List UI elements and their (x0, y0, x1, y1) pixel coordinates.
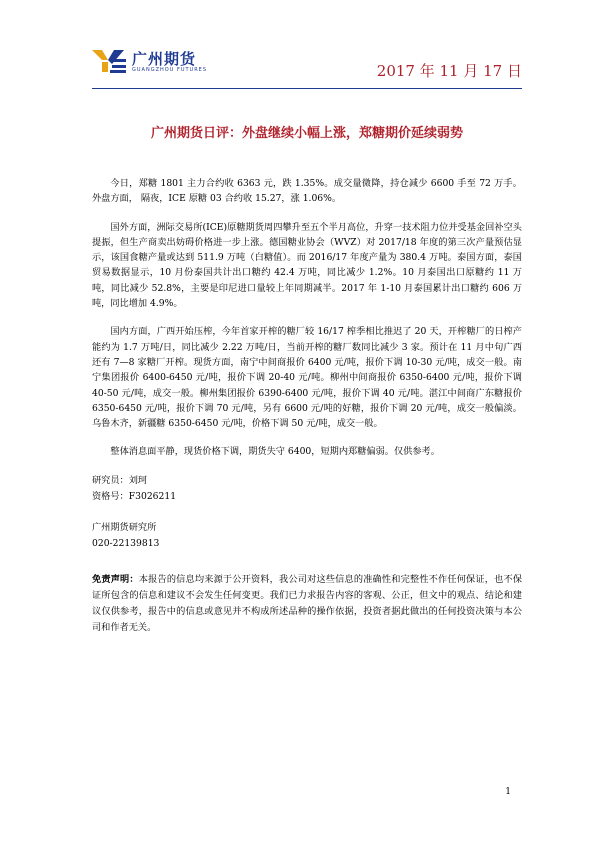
institute-name: 广州期货研究所 (92, 521, 157, 533)
disclaimer (92, 572, 522, 636)
paragraph-domestic: 国内方面，广西开始压榨，今年首家开榨的糖厂较 16/17 榨季相比推迟了 20 天，开榨糖厂的日榨产能约为 1.7 万吨/日，同比减少 2.22 万吨/日，当前开榨的糖厂数同比减少 3 家。预计在 11 月中旬广西还有 7—8 家糖厂开榨。现货方面，南宁中间商报价 6400 元/吨，报价下调 10-30 元/吨，成交一般。南宁集团报价 6400-6450 元/吨，报价下调 20-40 元/吨。柳州中间商报价 6350-6400 元/吨，报价下调 40-50 元/吨，成交一般。柳州集团报价 6390-6400 元/吨，报价下调 40 元/吨。湛江中间商广东糖报价 6350-6450 元/吨，报价下调 70 元/吨，另有 6600 元/吨的好糖，报价下调 20 元/吨，成交一般偏淡。乌鲁木齐，新疆糖 6350-6450 元/吨，价格下调 50 元/吨，成交一般。 (92, 326, 522, 430)
institute-phone: 020-22139813 (92, 537, 160, 549)
analyst-license: 资格号：F3026211 (92, 490, 177, 502)
report-date: 2017 年 11 月 17 日 (376, 62, 522, 80)
logo-mark-icon (92, 48, 128, 74)
page-header (92, 46, 522, 86)
report-body (92, 176, 522, 636)
paragraph-international: 国外方面，洲际交易所(ICE)原糖期货周四攀升至五个半月高位，升穿一技术阻力位并受基金回补空头提振，但生产商卖出妨碍价格进一步上涨。德国糖业协会（WVZ）对 2017/18 年度的第三次产量预估显示，该国食糖产量或达到 511.9 万吨（白糖值）。而 2016/17 年度产量为 380.4 万吨。泰国方面，泰国贸易数据显示，10 月份泰国共计出口糖约 42.4 万吨，同比减少 1.2%。10 月泰国出口原糖约 11 万吨，同比减少 52.8%，主要是印尼进口量较上年同期减半。2017 年 1-10 月泰国累计出口糖约 606 万吨，同比增加 4.9%。 (92, 221, 522, 310)
logo-chinese-name: 广州期货 (132, 50, 197, 68)
report-title: 广州期货日评：外盘继续小幅上涨，郑糖期价延续弱势 (150, 126, 463, 141)
paragraph-market-summary: 今日，郑糖 1801 主力合约收 6363 元，跌 1.35%。成交量微降，持仓减少 6600 手至 72 万手。外盘方面， 隔夜，ICE 原糖 03 合约收 15.27，涨 1.06%。 (92, 178, 522, 205)
analyst-name: 研究员：刘珂 (92, 474, 148, 486)
paragraph-conclusion: 整体消息面平静，现货价格下调，期货失守 6400，短期内郑糖偏弱。仅供参考。 (110, 446, 440, 458)
logo-english-name: GUANGZHOU FUTURES (132, 67, 207, 73)
page-number: 1 (505, 787, 511, 797)
header-divider (92, 88, 522, 89)
disclaimer-label: 免责声明： (92, 573, 139, 585)
disclaimer-text: 本报告的信息均来源于公开资料，我公司对这些信息的准确性和完整性不作任何保证，也不保证所包含的信息和建议不会发生任何变更。我们已力求报告内容的客观、公正，但文中的观点、结论和建议仅供参考，报告中的信息或意见并不构成所述品种的操作依据，投资者据此做出的任何投资决策与本公司和作者无关。 (92, 573, 523, 633)
